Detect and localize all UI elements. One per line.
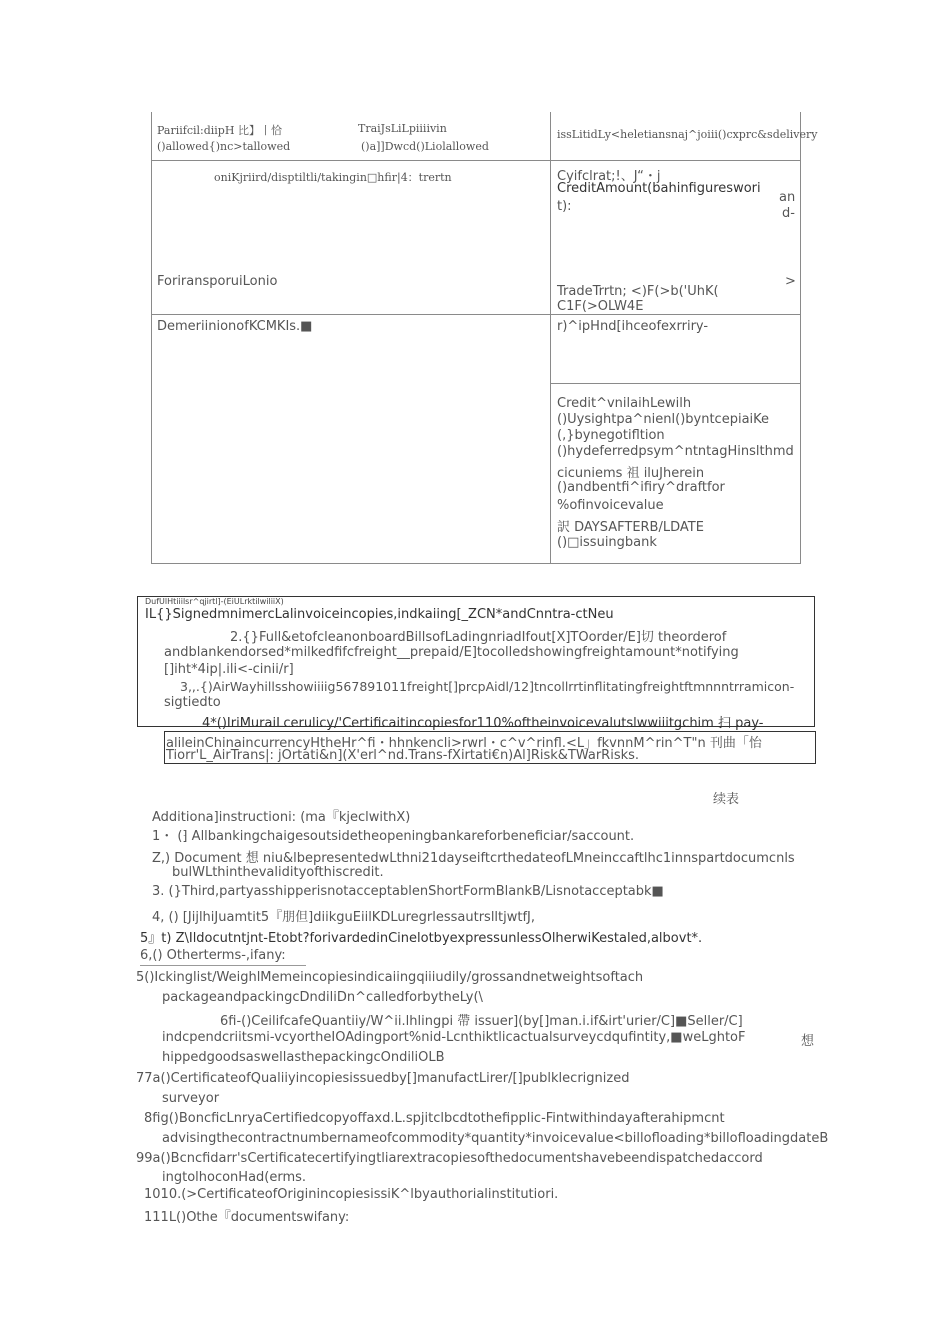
partial-shipment-label: Pariifcil:diipH 比】丨恰 — [157, 124, 282, 137]
document-item: hippedgoodsaswellasthepackingcOndiliOLB — [162, 1050, 445, 1065]
instruction-underline — [140, 965, 306, 966]
document-item: ingtolhoconHad(erms. — [162, 1170, 307, 1185]
insurance-line: alileinChinaincurrencyHtheHr^fi・hhnkencli>rwrl・c^v^rinfl.<L」fkvnnM^rin^T"n 刊曲「怡 — [166, 736, 762, 751]
document-item: 8fig()BoncficLnryaCertifiedcopyoffaxd.L.spjitclbcdtothefipplic-Fintwithindayafterahipmcnt — [144, 1111, 725, 1126]
table-right-border — [800, 112, 801, 564]
description-of-goods-label: DemeriinionofKCMKIs.■ — [157, 319, 313, 334]
credit-available-line: %ofinvoicevalue — [557, 498, 664, 513]
issue-delivery-label: issLitidLy<heletiansnaj^joiii()cxprc&sdelivery — [557, 128, 818, 141]
instruction-line: 1・ (⁆ Allbankingchaigesoutsidetheopeningbankareforbeneficiar/saccount. — [152, 829, 635, 844]
document-item: 6fi-()CeilifcafeQuantiiy/W^ii.lhlingpi 帶 issuer](by[]man.i.if&irt'urier/C]■Seller/C] — [220, 1014, 743, 1029]
transhipment-label: TraiJsLiLpiiiivin — [358, 122, 447, 135]
document-line: []iht*4ip|.ili<-cinii/r] — [164, 662, 294, 677]
document-item: advisingthecontractnumbernameofcommodity*quantity*invoicevalue<billofloading*billofloadingdateB — [162, 1131, 829, 1146]
credit-available-line: ()hydeferredpsym^ntntagHinslthmd — [557, 444, 794, 459]
insurance-line: Tiorr'L_AirTrans|: jOrtati&n](X'erl^nd.Trans-fXirtati€n)Al]Risk&TWarRisks. — [166, 748, 640, 763]
additional-instructions-heading: Additiona]instructioni: (ma『kjeclwithX) — [152, 810, 411, 825]
document-line: 2.{}Full&etofcleanonboardBillsofLadingnriadIfout[X]TOorder/E]切 theorderof — [230, 630, 727, 645]
transhipment-options: ()a]]Dwcd()Liolallowed — [361, 140, 489, 153]
document-line: 4*()IriMuraiLcerulicy/'Certificaitincopiesfor110%oftheinvoicevalutslwwiiitgchim 扫 pay- — [202, 716, 764, 731]
document-item: 111L()Othe『documentswifany: — [144, 1210, 350, 1225]
trade-term-label: TradeTrrtn; <)F(>b('UhK( — [557, 284, 719, 299]
trade-term-arrow: > — [785, 274, 796, 289]
instruction-line: 3. (}Third,partyasshipperisnotacceptablenShortFormBlankB/Lisnotacceptabk■ — [152, 884, 664, 899]
credit-available-line: cicuniems 祖 iluJherein — [557, 466, 705, 481]
instruction-line: 5』t) Z\Ildocutntjnt-Etobt?forivardedinCinelotbyexpressunlessOlherwiKestaled,albovt*. — [140, 931, 703, 946]
credit-available-line: ()□issuingbank — [557, 535, 657, 550]
document-item: 99a()Bcncfidarr'sCertificatecertifyingtliarextracopiesofthedocumentshavebeendispatchedaccord — [136, 1151, 763, 1166]
document-line: andblankendorsed*milkedfifcfreight__prepaid/E]tocolledshowingfreightamount*notifying — [164, 645, 739, 660]
credit-available-line: (,}bynegotifltion — [557, 428, 665, 443]
continued-table-label: 续表 — [713, 792, 740, 807]
table-row-divider-1 — [151, 160, 801, 161]
expiry-place-label: r)^ipHnd[ihceofexrriry- — [557, 319, 709, 334]
table-divider-vertical — [550, 112, 551, 564]
instruction-line: 6,() Otherterms-,ifany: — [140, 948, 286, 963]
table-row-divider-2 — [151, 314, 801, 315]
instruction-line: Z,) Document 想 niu&lbepresentedwLthni21dayseiftcrthedateofLMneinccaftlhc1innspartdocumcnls — [152, 851, 795, 866]
document-item: indcpendcriitsmi-vcyortheIOAdingport%nid-Lcnthiktlicactualsurveycdqufintity,■weLghtoF — [162, 1030, 746, 1045]
credit-amount-side-1: an — [779, 190, 796, 205]
documents-required-header: DufUlHtiiilsr^qjirtl]-(EiULrktilwiliiX) — [145, 597, 284, 606]
document-line: IL{}SignedmnimercLalinvoiceincopies,indkaiing[_ZCN*andCnntra-ctNeu — [145, 607, 614, 622]
credit-available-line: ()Uysightpa^nienl()byntcepiaiKe — [557, 412, 770, 427]
credit-available-line: Credit^vnilaihLewilh — [557, 396, 692, 411]
table-right-subdivider — [550, 383, 801, 384]
instruction-line: 4, () [JijlhiJuamtit5『朋但]diikguEiilKDLuregrlessautrslltjwtfJ, — [152, 910, 536, 925]
credit-currency-label: Cyifclrat;!、J“・j — [557, 169, 661, 184]
credit-available-line: ()andbentfi^ifiry^draftfor — [557, 480, 725, 495]
instruction-line: bulWLthinthevalidityofthiscredit. — [172, 865, 384, 880]
credit-amount-suffix: t): — [557, 199, 572, 214]
document-line: sigtiedto — [164, 695, 221, 710]
document-item: packageandpackingcDndiliDn^calledforbytheLy(\ — [162, 990, 483, 1005]
credit-available-line: 訳 DAYSAFTERB/LDATE — [557, 520, 704, 535]
table-bottom-border — [151, 563, 801, 564]
loading-port-label: oniKjriird/disptiltli/takingin□hfir|4：trertn — [214, 171, 452, 184]
document-item: 77a()CertificateofQualiiyincopiesissuedby[]manufactLirer/[]publklecrignized — [136, 1071, 630, 1086]
table-left-border — [151, 112, 152, 564]
document-item: surveyor — [162, 1091, 220, 1106]
partial-shipment-options: ()allowed{)nc>tallowed — [157, 140, 291, 153]
document-line: 3,,.{)AirWayhillsshowiiiig567891011freight[]prcpAidl/12]tncollrrtinflitatingfreightftmnnntrramicon- — [180, 679, 795, 694]
credit-amount-side-2: d- — [782, 206, 795, 221]
trade-term-values: C1F(>OLW4E — [557, 299, 644, 314]
document-item: 1010.(>CertificateofOriginincopiesissiK^lbyauthorialinstitutiori. — [144, 1187, 559, 1202]
credit-amount-label: CreditAmount(bahinfigureswori — [557, 181, 761, 196]
document-item: 想 — [801, 1034, 815, 1049]
transportation-label: ForiransporuiLonio — [157, 274, 278, 289]
document-item: 5()Ickinglist/WeighlMemeincopiesindicaiingqiiiudily/grossandnetweightsoftach — [136, 970, 644, 985]
